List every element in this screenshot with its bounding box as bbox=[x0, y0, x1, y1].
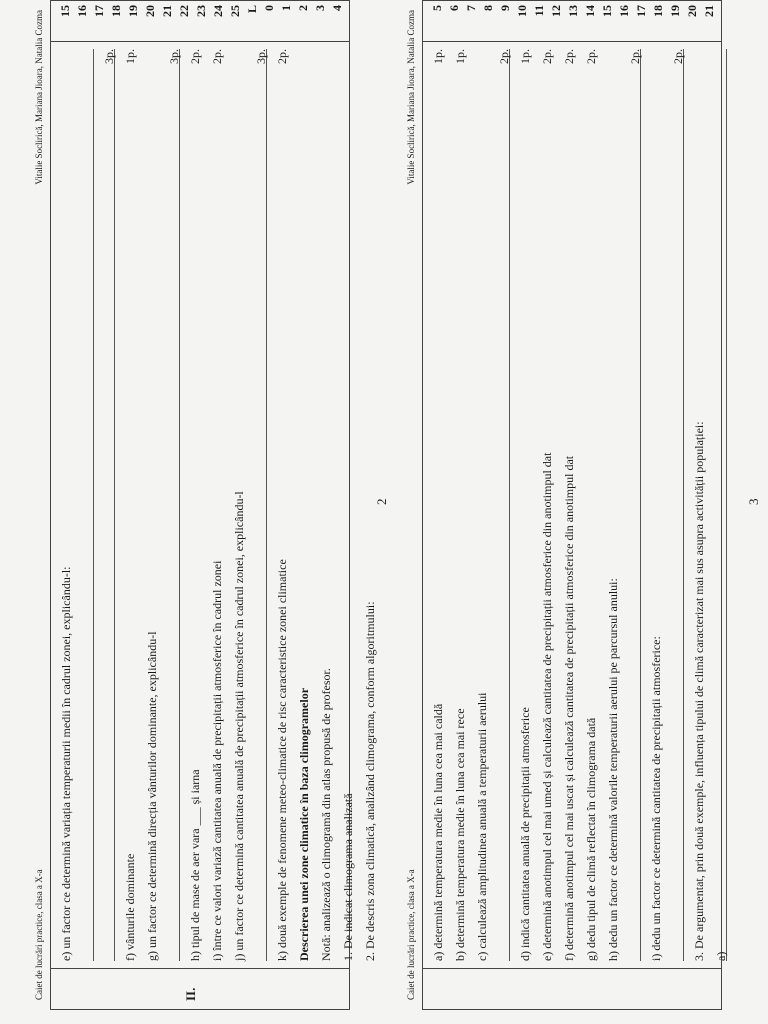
question-i: i) dedu un factor ce determină cantitatea de precipitații atmosferice: bbox=[649, 636, 663, 961]
score-column bbox=[423, 1, 721, 42]
question-e: e) determină anotimpul cel mai umed și calculează cantitatea de precipitații atmosferice din anotimpul dat 2p. bbox=[540, 49, 554, 961]
question-g: g) dedu tipul de climă reflectat în climograma dată 2p. bbox=[584, 49, 598, 961]
header-left: Caiet de lucrări practice, clasa a X-a bbox=[34, 869, 44, 1000]
header-right: Vitalie Socliricǎ, Mariana Jioara, Natalia Cozma bbox=[406, 10, 416, 185]
page-header bbox=[406, 10, 416, 1000]
worksheet-content bbox=[429, 49, 728, 961]
answer-line[interactable] bbox=[79, 49, 94, 961]
answer-line[interactable]: 2p. bbox=[495, 49, 510, 961]
page-number: 2 bbox=[374, 498, 389, 505]
question-e: e) un factor ce determină variația temperaturii medii în cadrul zonei, explicându-l: bbox=[59, 566, 73, 961]
score-numbers: 5 6 7 8 9 10 11 12 13 14 15 16 17 18 19 20 21 bbox=[430, 5, 716, 17]
section-line: 2. De descris zona climatică, analizând climograma, conform algoritmului: bbox=[363, 601, 377, 961]
section-line: 1. De indicat climograma analizată bbox=[341, 793, 355, 961]
question-b: b) determină temperatura medie în luna cea mai rece 1p. bbox=[453, 49, 467, 961]
question-g: g) un factor ce determină direcția vânturilor dominante, explicându-l bbox=[145, 631, 159, 961]
answer-line[interactable]: 3p. bbox=[100, 49, 115, 961]
question-h: h) dedu un factor ce determină valorile temperaturii aerului pe parcursul anului: bbox=[606, 578, 620, 961]
question-k: k) două exemple de fenomene meteo-climatice de risc caracteristice zonei climatice 2p. bbox=[275, 49, 289, 961]
question-i: i) între ce valori variază cantitatea anuală de precipitații atmosferice în cadrul zonei 2p. bbox=[210, 49, 224, 961]
section-column bbox=[423, 968, 721, 1009]
question-d: d) indică cantitatea anuală de precipitații atmosferice 1p. bbox=[518, 49, 532, 961]
answer-line[interactable]: 2p. bbox=[626, 49, 641, 961]
score-l: L bbox=[245, 5, 259, 14]
section-number: II. bbox=[183, 987, 198, 1001]
section-title: Descrierea unei zone climatice în baza climogramelor bbox=[297, 687, 311, 961]
answer-line[interactable]: a) bbox=[712, 49, 727, 961]
score-numbers: 15 16 17 18 19 20 21 22 23 24 25 L 0 1 2 3 4 bbox=[58, 5, 344, 17]
worksheet-frame bbox=[422, 0, 728, 1010]
page-header bbox=[34, 10, 44, 1000]
answer-line[interactable]: 3p. bbox=[252, 49, 267, 961]
question-f: f) determină anotimpul cel mai uscat și calculează cantitatea de precipitații atmosferice din anotimpul dat 2p. bbox=[562, 49, 576, 961]
page-left bbox=[30, 0, 400, 1010]
answer-line[interactable]: 3p. bbox=[165, 49, 180, 961]
header-left: Caiet de lucrări practice, clasa a X-a bbox=[406, 869, 416, 1000]
question-f: f) vânturile dominante 1p. bbox=[123, 49, 137, 961]
header-right: Vitalie Socliricǎ, Mariana Jioara, Natalia Cozma bbox=[34, 10, 44, 185]
worksheet-content bbox=[57, 49, 377, 961]
page-number: 3 bbox=[746, 498, 761, 505]
question-3: 3. De argumentat, prin două exemple, influența tipului de climă caracterizat mai sus asupra activității populației: bbox=[692, 421, 706, 961]
section-line: Notă: analizează o climogramă din atlas propusă de profesor. bbox=[319, 668, 333, 961]
page-right bbox=[402, 0, 768, 1010]
question-h: h) tipul de mase de aer vara ___ și iarna 2p. bbox=[188, 49, 202, 961]
question-j: j) un factor ce determină cantitatea anuală de precipitații atmosferice în cadrul zonei, explicându-l bbox=[232, 491, 246, 961]
answer-line[interactable]: 2p. bbox=[669, 49, 684, 961]
score-column bbox=[51, 1, 349, 42]
worksheet-frame bbox=[50, 0, 377, 1010]
question-a: a) determină temperatura medie în luna cea mai caldă 1p. bbox=[431, 49, 445, 961]
section-column bbox=[51, 968, 349, 1009]
question-c: c) calculează amplitudinea anuală a temperaturii aerului bbox=[475, 692, 489, 961]
